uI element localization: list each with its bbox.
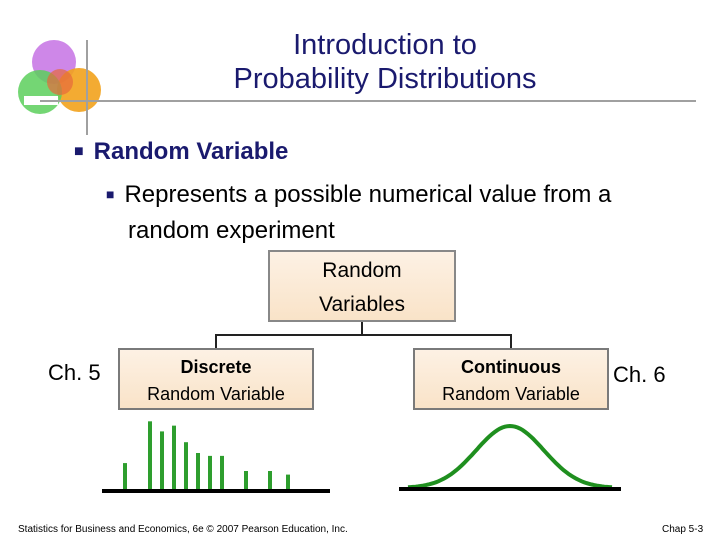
footer-copyright: Statistics for Business and Economics, 6e © 2007 Pearson Education, Inc. (18, 524, 348, 535)
bullet-level2-text-line1: Represents a possible numerical value from a (124, 181, 612, 208)
square-bullet-icon: ■ (106, 186, 115, 202)
continuous-baseline (399, 487, 621, 491)
discrete-bar (196, 453, 200, 489)
discrete-bar (208, 456, 212, 489)
slide-title-line1: Introduction to (293, 29, 477, 61)
chapter-label-right: Ch. 6 (613, 362, 666, 387)
discrete-bar-chart (123, 421, 290, 489)
discrete-bar (286, 475, 290, 489)
bullet-level2-text-line2: random experiment (128, 217, 335, 244)
continuous-curve (408, 426, 612, 487)
discrete-bar (268, 471, 272, 489)
discrete-bar (160, 431, 164, 489)
continuous-box-line1: Continuous (461, 357, 561, 377)
discrete-bar (123, 463, 127, 489)
discrete-bar (244, 471, 248, 489)
discrete-box-line1: Discrete (180, 357, 252, 377)
discrete-bar (172, 426, 176, 489)
chapter-label-left: Ch. 5 (48, 360, 101, 385)
slide-title-line2: Probability Distributions (233, 63, 537, 95)
square-bullet-icon: ■ (74, 143, 84, 160)
discrete-bar (220, 456, 224, 489)
root-box-line2: Variables (319, 293, 405, 316)
discrete-bar (148, 421, 152, 489)
discrete-box-line2: Random Variable (147, 384, 285, 404)
root-box-line1: Random (322, 259, 402, 282)
continuous-box-line2: Random Variable (442, 384, 580, 404)
footer-page-number: Chap 5-3 (662, 524, 704, 535)
discrete-baseline (102, 489, 330, 493)
discrete-bar (184, 442, 188, 489)
bullet-level1-text: Random Variable (93, 138, 289, 165)
